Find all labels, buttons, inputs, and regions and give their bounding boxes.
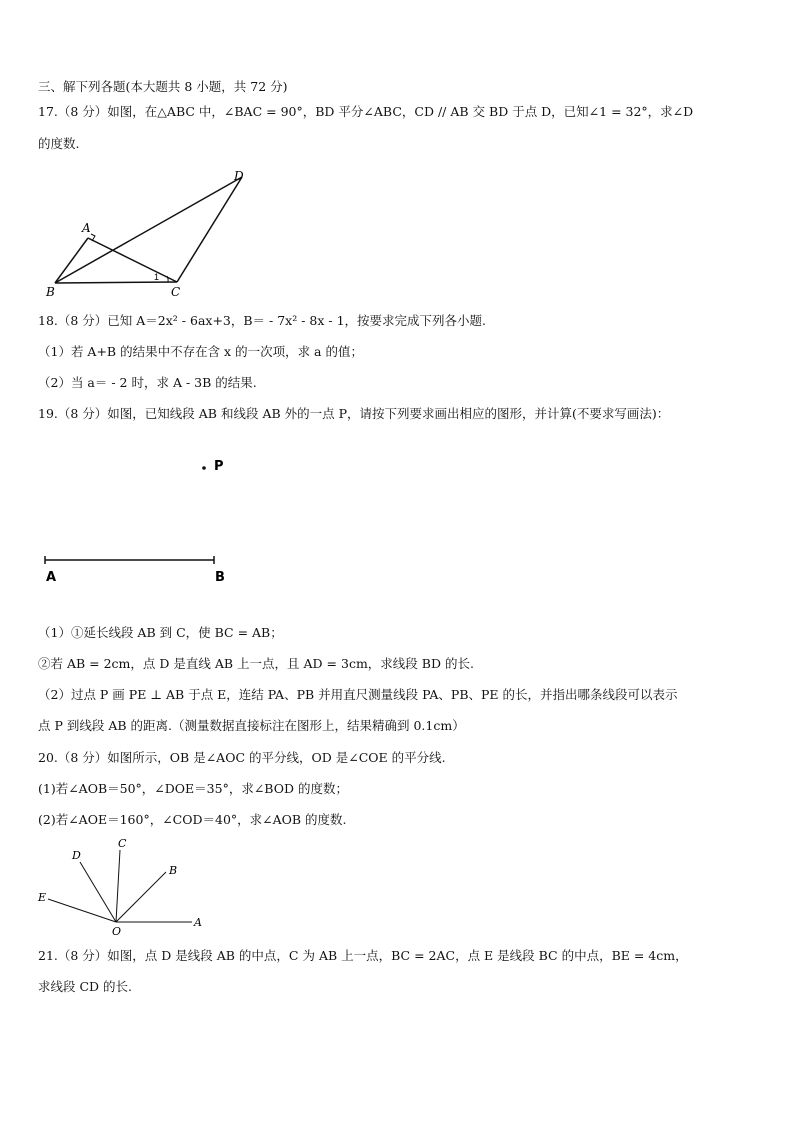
q17-triangle-figure	[40, 165, 260, 300]
label-B: B	[46, 285, 55, 299]
label-A: A	[194, 916, 202, 929]
q18-text-line1: 18.（8 分）已知 A＝2x² - 6ax+3，B＝ - 7x² - 8x - 1，按要求完成下列各小题.	[38, 313, 487, 328]
ray-OB	[116, 872, 166, 922]
segment-AC	[88, 238, 177, 282]
q21-text-line1: 21.（8 分）如图，点 D 是线段 AB 的中点，C 为 AB 上一点，BC = 2AC，点 E 是线段 BC 的中点，BE = 4cm，	[38, 948, 688, 963]
q17-text-line2: 的度数.	[38, 136, 80, 151]
q18-text-line2: （1）若 A+B 的结果中不存在含 x 的一次项，求 a 的值；	[38, 344, 363, 359]
label-D: D	[72, 849, 81, 862]
angle-1-arc	[167, 276, 168, 282]
label-B: B	[215, 570, 225, 585]
label-O: O	[112, 925, 122, 938]
q19-text-line4: （2）过点 P 画 PE ⊥ AB 于点 E，连结 PA、PB 并用直尺测量线段 PA、PB、PE 的长，并指出哪条线段可以表示	[38, 687, 678, 702]
q17-text-line1: 17.（8 分）如图，在△ABC 中，∠BAC = 90°，BD 平分∠ABC，CD // AB 交 BD 于点 D，已知∠1 = 32°，求∠D	[38, 104, 694, 119]
label-C: C	[118, 837, 127, 850]
section-header: 三、解下列各题(本大题共 8 小题，共 72 分)	[38, 79, 288, 94]
ray-OC	[116, 850, 120, 922]
ray-OE	[48, 899, 116, 922]
label-A: A	[82, 221, 91, 235]
label-A: A	[46, 570, 57, 585]
label-P: P	[214, 459, 224, 474]
q20-text-line2: (1)若∠AOB＝50°，∠DOE＝35°，求∠BOD 的度数；	[38, 781, 348, 796]
q19-text-line5: 点 P 到线段 AB 的距离.（测量数据直接标注在图形上，结果精确到 0.1cm）	[38, 718, 465, 733]
point-P	[202, 466, 206, 470]
q19-text-line1: 19.（8 分）如图，已知线段 AB 和线段 AB 外的一点 P，请按下列要求画出相应的图形，并计算(不要求写画法)：	[38, 406, 670, 421]
q20-text-line3: (2)若∠AOE＝160°，∠COD＝40°，求∠AOB 的度数.	[38, 812, 347, 827]
q18-text-line3: （2）当 a＝ - 2 时，求 A - 3B 的结果.	[38, 375, 257, 390]
q19-text-line3: ②若 AB = 2cm，点 D 是直线 AB 上一点，且 AD = 3cm，求线段 BD 的长.	[38, 656, 474, 671]
label-C: C	[171, 285, 181, 299]
label-B: B	[169, 864, 178, 877]
q19-text-line2: （1）①延长线段 AB 到 C，使 BC = AB；	[38, 625, 283, 640]
segment-BC	[55, 282, 177, 283]
segment-BA	[55, 238, 88, 283]
label-angle-1: 1	[154, 272, 160, 282]
label-D: D	[234, 169, 244, 183]
q19-segment-figure	[36, 450, 246, 590]
q20-text-line1: 20.（8 分）如图所示，OB 是∠AOC 的平分线，OD 是∠COE 的平分线.	[38, 750, 446, 765]
ray-OD	[80, 862, 116, 922]
label-E: E	[38, 891, 47, 904]
q20-angle-figure	[32, 835, 212, 940]
q21-text-line2: 求线段 CD 的长.	[38, 979, 133, 994]
segment-DC	[177, 177, 242, 282]
